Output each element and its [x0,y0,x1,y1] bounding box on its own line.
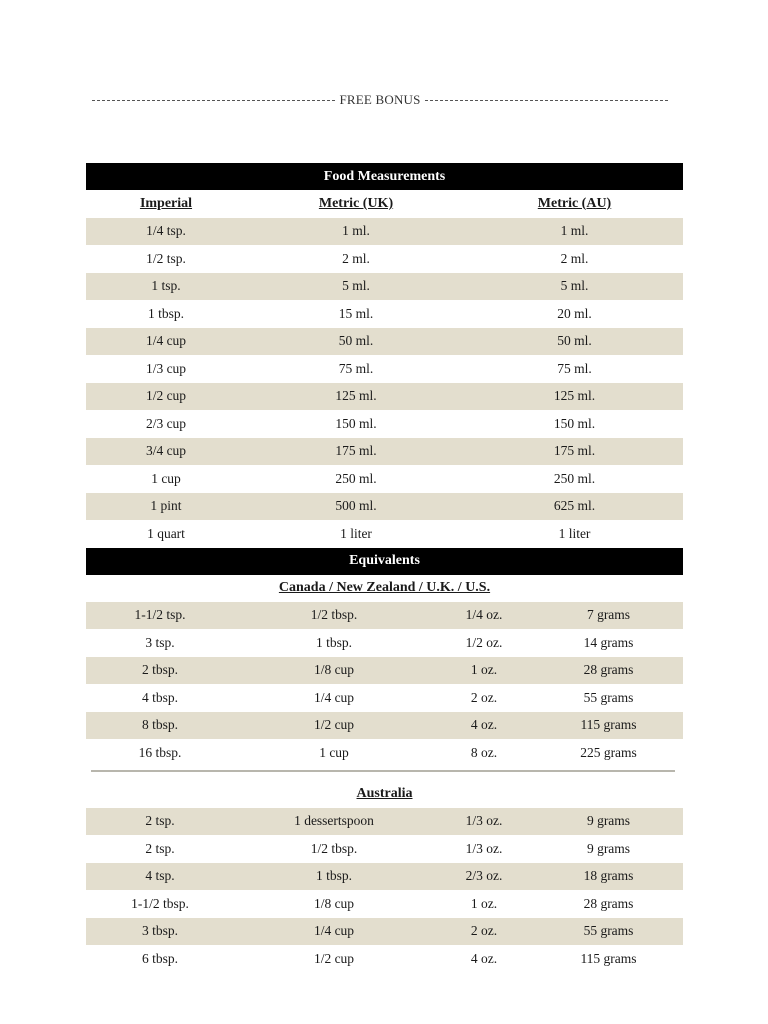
table-cell: 1 tsp. [151,278,181,294]
table-cell: 1 liter [340,525,372,541]
table-cell: 2 tsp. [145,813,175,829]
table-row [86,629,683,657]
table-cell: 3 tbsp. [141,923,178,939]
table-row [86,684,683,712]
table-cell: 4 tbsp. [141,689,178,705]
table-cell: 2 oz. [470,689,498,705]
table-cell: 175 ml. [553,443,596,459]
table-row [86,657,683,685]
table-row [86,465,683,493]
table-cell: 1-1/2 tbsp. [131,895,189,911]
table-cell: 7 grams [586,607,631,623]
table-cell: 1 pint [150,498,182,514]
table-cell: 2 ml. [560,250,589,266]
table-cell: 55 grams [583,689,634,705]
table-cell: 8 tbsp. [141,717,178,733]
equivalents-table-canada-nz-uk-us [86,602,683,767]
table-cell: 2/3 cup [145,415,187,431]
table-cell: 150 ml. [553,415,596,431]
table-cell: 6 tbsp. [141,950,178,966]
table-cell: 115 grams [580,950,637,966]
table-row [86,863,683,891]
banner-dashes-right [425,100,668,101]
table-row [86,355,683,383]
table-cell: 1 ml. [342,223,370,239]
table-cell: 1 cup [151,470,181,486]
table-cell: 250 ml. [335,470,377,486]
table-cell: 1/4 cup [313,923,355,939]
table-cell: 1-1/2 tsp. [134,607,186,623]
free-bonus-banner [92,92,668,108]
table-cell: 625 ml. [553,498,596,514]
table-cell: 2 tsp. [145,840,175,856]
table-cell: 5 ml. [560,278,589,294]
table-cell: 1/3 oz. [465,813,503,829]
table-cell: 28 grams [583,895,634,911]
table-cell: 1 quart [147,525,185,541]
table-cell: 1/4 cup [145,333,187,349]
table-cell: 1 oz. [470,895,498,911]
table-cell: 115 grams [580,717,637,733]
table-cell: 1/3 cup [145,360,187,376]
table-cell: 2/3 oz. [465,868,503,884]
table-cell: 20 ml. [557,305,592,321]
table-row [86,835,683,863]
table-cell: 1/4 tsp. [146,223,186,239]
table-row [86,918,683,946]
table-cell: 1/8 cup [313,662,355,678]
table-cell: 500 ml. [335,498,377,514]
table-cell: 3 tsp. [145,634,175,650]
table-cell: 1/2 tbsp. [310,840,358,856]
table-cell: 1 ml. [560,223,589,239]
table-row [86,520,683,548]
table-row [86,218,683,246]
table-cell: 175 ml. [335,443,377,459]
table-cell: 125 ml. [335,388,377,404]
food-measurements-table [86,218,683,548]
food-measurements-column-headers [86,190,683,218]
table-cell: 50 ml. [338,333,374,349]
table-cell: 3/4 cup [145,443,187,459]
table-cell: 18 grams [583,868,634,884]
table-cell: 75 ml. [557,360,592,376]
table-cell: 14 grams [583,634,634,650]
table-row [86,328,683,356]
table-row [86,739,683,767]
table-cell: 9 grams [586,813,631,829]
table-row [86,410,683,438]
table-row [86,273,683,301]
table-cell: 1 cup [319,744,349,760]
equivalents-subtitle-canada-nz-uk-us: Canada / New Zealand / U.K. / U.S. [278,580,491,595]
table-cell: 1/4 oz. [465,607,503,623]
equivalents-subtitle-australia: Australia [356,786,413,801]
table-cell: 2 oz. [470,923,498,939]
table-cell: 1 tbsp. [315,634,352,650]
table-cell: 1/8 cup [313,895,355,911]
table-cell: 1/3 oz. [465,840,503,856]
table-cell: 1 oz. [470,662,498,678]
table-cell: 75 ml. [338,360,374,376]
table-cell: 1/2 cup [313,950,355,966]
table-row [86,945,683,973]
table-cell: 1 tbsp. [147,305,184,321]
equivalents-header: Equivalents [86,548,683,575]
table-row [86,493,683,521]
table-cell: 1 tbsp. [315,868,352,884]
measurements-document [86,163,683,973]
table-cell: 5 ml. [342,278,370,294]
table-cell: 28 grams [583,662,634,678]
table-cell: 55 grams [583,923,634,939]
table-cell: 1/2 tsp. [146,250,186,266]
equivalents-table-australia [86,808,683,973]
table-row [86,383,683,411]
table-cell: 1 liter [558,525,591,541]
table-row [86,602,683,630]
table-cell: 15 ml. [338,305,374,321]
table-cell: 2 ml. [342,250,370,266]
table-cell: 1/2 cup [145,388,187,404]
table-cell: 1/2 cup [313,717,355,733]
table-row [86,808,683,836]
table-cell: 2 tbsp. [141,662,178,678]
food-measurements-header: Food Measurements [86,163,683,190]
table-cell: 9 grams [586,840,631,856]
banner-dashes-left [92,100,335,101]
table-row [86,890,683,918]
table-cell: 125 ml. [553,388,596,404]
banner-label: FREE BONUS [339,92,421,107]
table-cell: 16 tbsp. [138,744,182,760]
table-cell: 1/2 tbsp. [310,607,358,623]
table-cell: 1/2 oz. [465,634,503,650]
table-row [86,438,683,466]
table-cell: 225 grams [580,744,637,760]
column-header-imperial: Imperial [139,195,193,211]
table-cell: 50 ml. [557,333,592,349]
table-cell: 8 oz. [470,744,498,760]
table-cell: 4 tsp. [145,868,175,884]
table-row [86,712,683,740]
table-row [86,300,683,328]
table-row [86,245,683,273]
column-header-metric-uk: Metric (UK) [318,195,394,211]
table-cell: 250 ml. [553,470,596,486]
column-header-metric-au: Metric (AU) [537,195,612,211]
table-cell: 4 oz. [470,950,498,966]
table-cell: 4 oz. [470,717,498,733]
table-cell: 150 ml. [335,415,377,431]
table-cell: 1/4 cup [313,689,355,705]
table-cell: 1 dessertspoon [294,813,374,829]
